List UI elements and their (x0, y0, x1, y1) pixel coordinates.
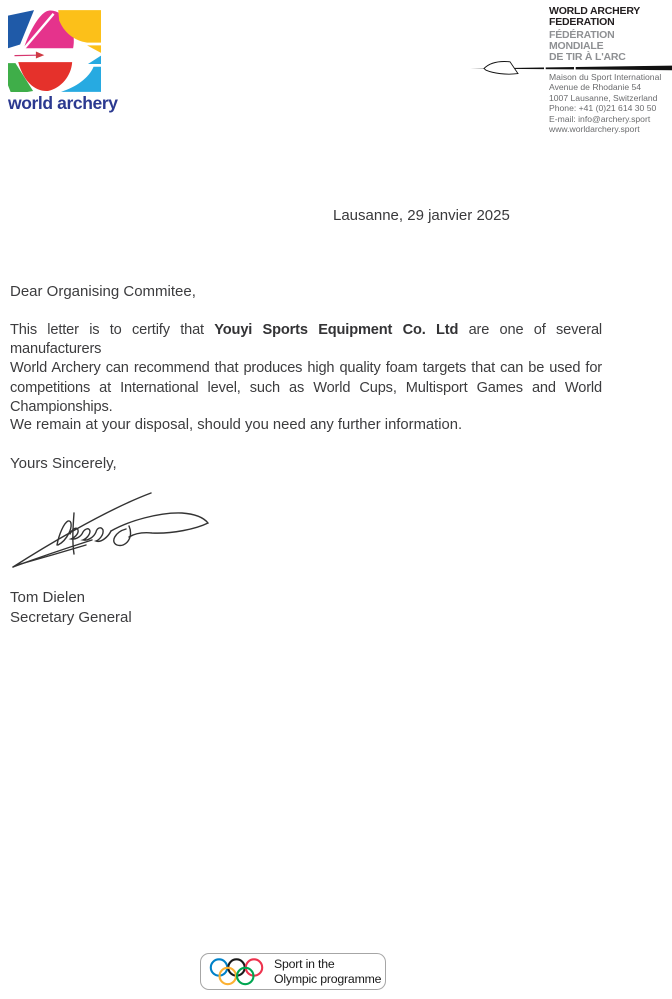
letterhead (549, 6, 669, 63)
world-archery-logo (8, 10, 118, 113)
org-name-en-line2: FEDERATION (549, 16, 615, 28)
body-line-3: competitions at International level, such as World Cups, Multisport Games and World (10, 379, 602, 396)
address-line: 1007 Lausanne, Switzerland (549, 92, 658, 103)
body-line-1-post: are one of several manufacturers (10, 322, 603, 358)
body-paragraph (10, 321, 602, 417)
logo-wordmark: world archery (8, 93, 118, 113)
dateline: Lausanne, 29 janvier 2025 (333, 207, 510, 224)
olympic-programme-badge (200, 953, 386, 990)
signer-name: Tom Dielen (10, 589, 86, 606)
company-name: Youyi Sports Equipment Co. Ltd (214, 322, 459, 338)
address-line: Phone: +41 (0)21 614 30 50 (549, 103, 657, 114)
olympic-badge-line2: Olympic programme (274, 971, 382, 986)
olympic-badge-line1: Sport in the (274, 957, 335, 971)
signature-block (10, 588, 132, 627)
body-line-1-pre: This letter is to certify that (10, 322, 215, 338)
org-name-french (549, 30, 669, 63)
signature-image (8, 487, 214, 573)
address-line: Avenue de Rhodanie 54 (549, 82, 642, 93)
signoff: Yours Sincerely, (10, 455, 117, 472)
address-line: E-mail: info@archery.sport (549, 113, 651, 124)
olympic-badge-text (274, 957, 381, 986)
salutation: Dear Organising Commitee, (10, 283, 196, 300)
address-block (549, 72, 661, 134)
body-line-1 (10, 321, 602, 359)
address-line: Maison du Sport International (549, 72, 662, 82)
org-name-fr-line3: DE TIR À L'ARC (549, 51, 626, 63)
org-name-en-line1: WORLD ARCHERY (549, 5, 641, 17)
address-line: www.worldarchery.sport (549, 124, 640, 135)
signer-title: Secretary General (10, 608, 132, 626)
org-name-english (549, 6, 669, 28)
closing-line: We remain at your disposal, should you need any further information. (10, 417, 463, 433)
org-name-fr-line2: MONDIALE (549, 40, 604, 52)
body-line-4: Championships. (10, 398, 113, 415)
world-archery-logo-icon (8, 10, 101, 92)
body-line-2: World Archery can recommend that produces high quality foam targets that can be used for (10, 360, 602, 377)
org-name-fr-line1: FÉDÉRATION (549, 29, 615, 41)
olympic-rings-icon (209, 957, 265, 987)
